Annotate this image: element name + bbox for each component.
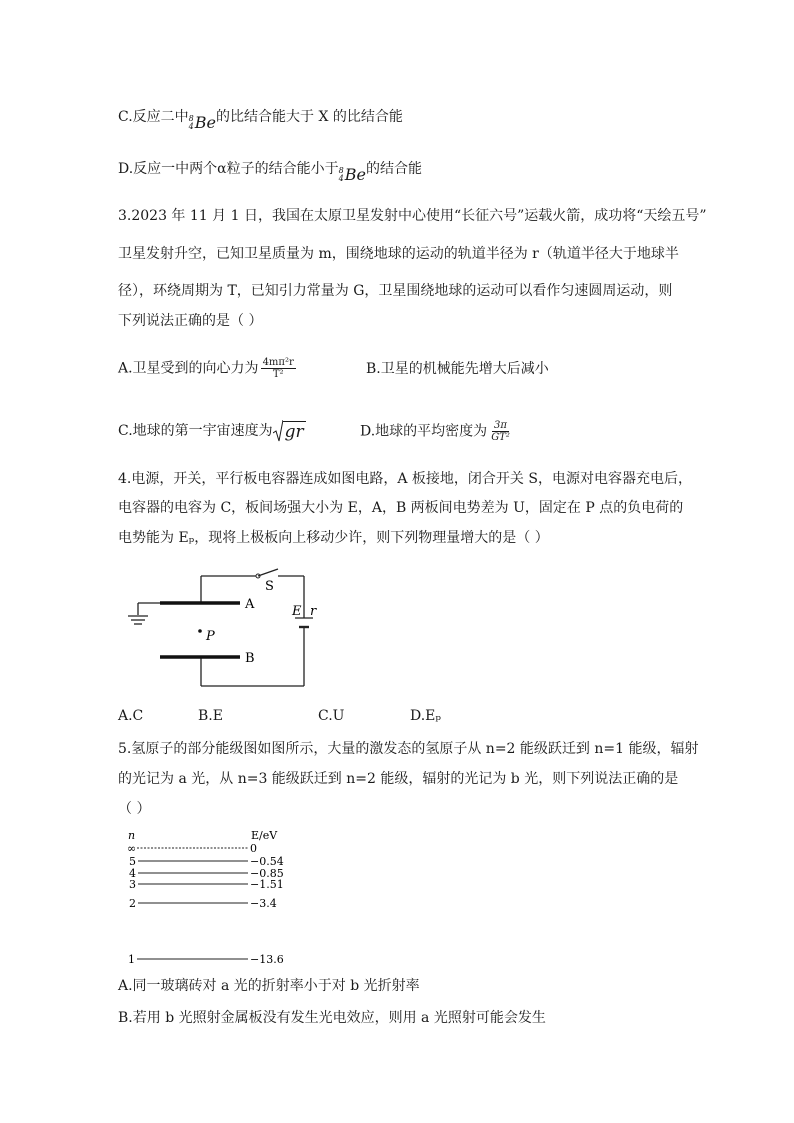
level-e-1: −13.6 xyxy=(250,953,284,966)
level-e-inf: 0 xyxy=(250,842,257,855)
level-n-inf: ∞ xyxy=(127,842,137,855)
fraction: $\frac{3\pi}{\text{GT²}}$ xyxy=(491,420,510,443)
emf-label: E xyxy=(292,604,302,619)
square-root: gr xyxy=(273,420,306,442)
resistance-label: r xyxy=(310,604,317,619)
level-n-4: 4 xyxy=(129,867,136,880)
plate-a-label: A xyxy=(245,597,255,612)
q4-line-2: 电容器的电容为 C，板间场强大小为 E，A，B 两板间电势差为 U，固定在 P 点的负电荷的 xyxy=(118,500,684,516)
capacitor-circuit-diagram xyxy=(120,560,320,695)
radical-sign-icon xyxy=(273,420,283,442)
option-c-prev: C.反应二中 8 4 Be 的比结合能大于 X 的比结合能 xyxy=(118,109,403,132)
switch-label: S xyxy=(265,579,274,594)
q3-line-3: 径），环绕周期为 T，已知引力常量为 G，卫星围绕地球的运动可以看作匀速圆周运动，则 xyxy=(118,283,673,299)
q3-option-b: B.卫星的机械能先增大后减小 xyxy=(366,361,549,377)
be8-nuclide: 8 4 Be xyxy=(188,113,216,132)
level-n-5: 5 xyxy=(129,855,136,868)
point-p-dot xyxy=(198,629,202,633)
q4-line-1: 4.电源，开关，平行板电容器连成如图电路，A 板接地，闭合开关 S，电源对电容器充电后， xyxy=(118,471,692,487)
level-n-3: 3 xyxy=(129,878,136,891)
level-n-2: 2 xyxy=(129,897,136,910)
q5-option-a: A.同一玻璃砖对 a 光的折射率小于对 b 光折射率 xyxy=(118,978,420,994)
level-n-1: 1 xyxy=(128,953,135,966)
q3-option-d: D.地球的平均密度为 $\frac{3\pi}{\text{GT²}}$ xyxy=(360,420,510,443)
n-header: n xyxy=(128,829,136,842)
q3-line-4: 下列说法正确的是（ ） xyxy=(118,313,263,329)
level-e-2: −3.4 xyxy=(250,897,277,910)
q4-option-a: A.C xyxy=(118,708,144,724)
q3-line-2: 卫星发射升空，已知卫星质量为 m，围绕地球的运动的轨道半径为 r（轨道半径大于地球半 xyxy=(118,246,679,262)
q4-option-b: B.E xyxy=(198,708,223,724)
fraction: $\frac{\text{4mπ²r}}{\text{T²}}$ xyxy=(262,357,294,380)
switch-blade-icon xyxy=(258,569,278,576)
energy-level-diagram xyxy=(120,827,320,969)
point-p-label: P xyxy=(206,629,215,644)
level-e-3: −1.51 xyxy=(250,878,284,891)
option-d-prev: D.反应一中两个α粒子的结合能小于 8 4 Be 的结合能 xyxy=(118,161,422,184)
q4-line-3: 电势能为 Eₚ，现将上极板向上移动少许，则下列物理量增大的是（ ） xyxy=(118,530,549,546)
q5-option-b: B.若用 b 光照射金属板没有发生光电效应，则用 a 光照射可能会发生 xyxy=(118,1010,546,1026)
plate-b-label: B xyxy=(245,651,255,666)
q4-option-c: C.U xyxy=(318,708,345,724)
q5-line-1: 5.氢原子的部分能级图如图所示，大量的激发态的氢原子从 n=2 能级跃迁到 n=1 能级，辐射 xyxy=(118,741,699,757)
e-header: E/eV xyxy=(251,829,278,842)
q3-option-c: C.地球的第一宇宙速度为 gr xyxy=(118,422,304,442)
q3-option-a: A.卫星受到的向心力为 $\frac{\text{4mπ²r}}{\text{T²}}$ xyxy=(118,357,294,380)
q3-line-1: 3.2023 年 11 月 1 日，我国在太原卫星发射中心使用“长征六号”运载火箭，成功将“天绘五号” xyxy=(118,208,707,224)
q5-line-3: （ ） xyxy=(118,801,151,817)
level-e-5: −0.54 xyxy=(250,855,284,868)
level-e-4: −0.85 xyxy=(250,867,284,880)
be8-nuclide: 8 4 Be xyxy=(338,165,366,184)
q5-line-2: 的光记为 a 光，从 n=3 能级跃迁到 n=2 能级，辐射的光记为 b 光，则下列说法正确的是 xyxy=(118,771,679,787)
q4-option-d: D.Eₚ xyxy=(410,708,441,724)
